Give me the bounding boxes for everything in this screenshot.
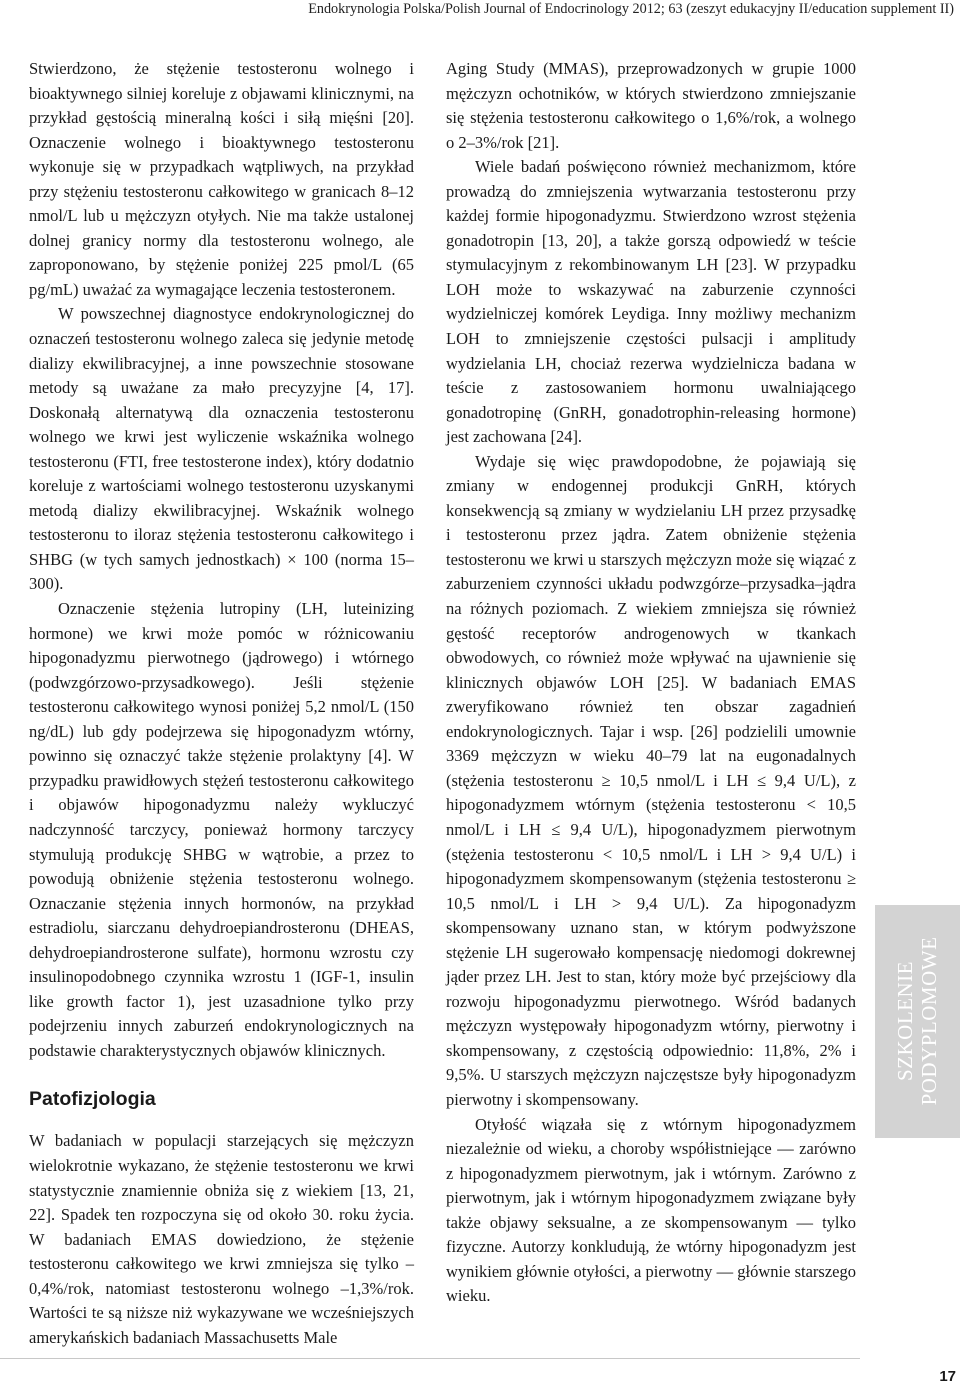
paragraph: Wydaje się więc prawdopodobne, że pojawiają się zmiany w endogennej produkcji GnRH, których konsekwencją są zmiany w wydzielaniu LH przez przysadkę i testosteronu przez jądra. Zatem obniżenie stężenia testosteronu we krwi u starszych mężczyzn może się wiązać z zaburzeniem czynności układu podwzgórze–przysadka–jądra na różnych poziomach. Z wiekiem zmniejsza się również gęstość receptorów androgenowych w tkankach obwodowych, co również może wpływać na ujawnienie się klinicznych objawów LOH [25]. W badaniach EMAS zweryfikowano również ten obszar zagadnień endokrynologicznych. Tajar i wsp. [26] podzielili umownie 3369 mężczyzn w wieku 40–79 lat na eugonadalnych (stężenia testosteronu ≥ 10,5 nmol/L i LH ≤ 9,4 U/L), z hipogonadyzmem wtórnym (stężenia testosteronu < 10,5 nmol/L i LH ≤ 9,4 U/L), hipogonadyzmem pierwotnym (stężenia testosteronu < 10,5 nmol/L i LH > 9,4 U/L) i hipogonadyzmem skompensowanym (stężenia testosteronu ≥ 10,5 nmol/L i LH > 9,4 U/L). Za hipogonadyzm skompensowany uznano stan, w którym podwyższone stężenie LH sugerowało kompensację niedomogi dokrewnej jąder przez LH. Jest to stan, który może być przejściowy dla rozwoju hipogonadyzmu pierwotnego. Wśród badanych mężczyzn występowały hipogonadyzm wtórny, pierwotny i skompensowany, z częstością odpowiednio: 11,8%, 2% i 9,5%. U starszych mężczyzn najczęstsze były hipogonadyzm pierwotny i skompensowany.	[446, 451, 856, 1109]
paragraph: Stwierdzono, że stężenie testosteronu wolnego i bioaktywnego silniej koreluje z objawami klinicznymi, na przykład gęstością mineralną kości i siłą mięśni [20]. Oznaczenie wolnego i bioaktywnego testosteronu wykonuje się w przypadkach wątpliwych, na przykład przy stężeniu testosteronu całkowitego w granicach 8–12 nmol/L lub u mężczyzn otyłych. Nie ma także ustalonej dolnej granicy normy dla testosteronu wolnego, ale zaproponowano, by stężenie poniżej 225 pmol/L (65 pg/mL) uważać za wymagające leczenia testosteronem.	[29, 59, 414, 299]
paragraph: Otyłość wiązała się z wtórnym hipogonadyzmem niezależnie od wieku, a choroby współistniejące — zarówno z hipogonadyzmem pierwotnym, jak i wtórnym. Zarówno z pierwotnym, jak i wtórnym hipogonadyzmem związane były także objawy seksualne, a ze skompensowanym — tylko fizyczne. Autorzy konkludują, że wtórny hipogonadyzm jest wynikiem głównie otyłości, a pierwotny — głównie starszego wieku.	[446, 1114, 856, 1306]
section-side-tab	[875, 905, 960, 1138]
side-tab-line-2: PODYPLOMOWE	[917, 936, 941, 1106]
paragraph: W badaniach w populacji starzejących się mężczyzn wielokrotnie wykazano, że stężenie testosteronu we krwi statystycznie znamiennie obniża się z wiekiem [13, 21, 22]. Spadek ten rozpoczyna się od około 30. roku życia. W badaniach EMAS dowiedziono, że stężenie testosteronu całkowitego we krwi zmniejsza się tylko –0,4%/rok, natomiast testosteronu wolnego –1,3%/rok. Wartości te są niższe niż wykazywane we wcześniejszych amerykańskich badaniach Massachusetts Male	[29, 1131, 414, 1347]
footer-divider	[0, 1358, 860, 1359]
side-tab-label	[893, 937, 941, 1106]
running-head: Endokrynologia Polska/Polish Journal of Endocrinology 2012; 63 (zeszyt edukacyjny II/education supplement II)	[308, 1, 954, 17]
section-heading: Patofizjologia	[29, 1088, 156, 1111]
paragraph: Oznaczenie stężenia lutropiny (LH, luteinizing hormone) we krwi może pomóc w różnicowaniu hipogonadyzmu pierwotnego (jądrowego) i wtórnego (podwzgórzowo-przysadkowego). Jeśli stężenie testosteronu całkowitego wynosi poniżej 5,2 nmol/L (150 ng/dL) lub gdy podejrzewa się hipogonadyzm wtórny, powinno się oznaczyć także stężenie prolaktyny [4]. W przypadku prawidłowych stężeń testosteronu całkowitego i objawów hipogonadyzmu należy wykluczyć nadczynność tarczycy, ponieważ hormony tarczycy stymulują produkcję SHBG w wątrobie, a przez to powodują obniżenie stężenia testosteronu wolnego. Oznaczanie stężenia innych hormonów, na przykład estradiolu, siarczanu dehydroepiandrosteronu (DHEAS, dehydroepiandrosterone sulfate), hormonu wzrostu czy insulinopodobnego czynnika wzrostu 1 (IGF-1, insulin like growth factor 1), jest uzasadnione tylko przy podejrzeniu innych zaburzeń endokrynologicznych na podstawie charakterystycznych objawów klinicznych.	[29, 599, 414, 1060]
paragraph: W powszechnej diagnostyce endokrynologicznej do oznaczeń testosteronu wolnego zaleca się jedynie metodę dializy ekwilibracyjnej, a inne powszechnie stosowane metody są uważane za mało precyzyjne [4, 17]. Doskonałą alternatywą dla oznaczenia testosteronu wolnego we krwi jest wyliczenie wskaźnika wolnego testosteronu (FTI, free testosterone index), który dodatnio koreluje z wartościami wolnego testosteronu uzyskanymi metodą dializy ekwilibracyjnej. Wskaźnik wolnego testosteronu to iloraz stężenia testosteronu całkowitego i SHBG (w tych samych jednostkach) × 100 (norma 15–300).	[29, 304, 414, 594]
paragraph: Aging Study (MMAS), przeprowadzonych w grupie 1000 mężczyzn ochotników, w których stwierdzono zmniejszanie się stężenia testosteronu całkowitego o 1,6%/rok, a wolnego o 2–3%/rok [21].	[446, 59, 856, 152]
page-number: 17	[939, 1368, 956, 1385]
left-column	[29, 57, 414, 1350]
paragraph: Wiele badań poświęcono również mechanizmom, które prowadzą do zmniejszenia wytwarzania testosteronu przy każdej formie hipogonadyzmu. Stwierdzono wzrost stężenia gonadotropin [13, 20], a także gorszą odpowiedź w teście stymulacyjnym z rekombinowanym LH [23]. W przypadku LOH może to wskazywać na zaburzenie czynności wydzielniczej komórek Leydiga. Inny możliwy mechanizm LOH to zmniejszenie częstości pulsacji i amplitudy wydzielania LH, chociaż rezerwa wydzielnicza badana w teście z zastosowaniem hormonu uwalniającego gonadotropinę (GnRH, gonadotrophin-releasing hormone) jest zachowana [24].	[446, 157, 856, 447]
right-column	[446, 57, 856, 1309]
side-tab-line-1: SZKOLENIE	[893, 961, 917, 1081]
